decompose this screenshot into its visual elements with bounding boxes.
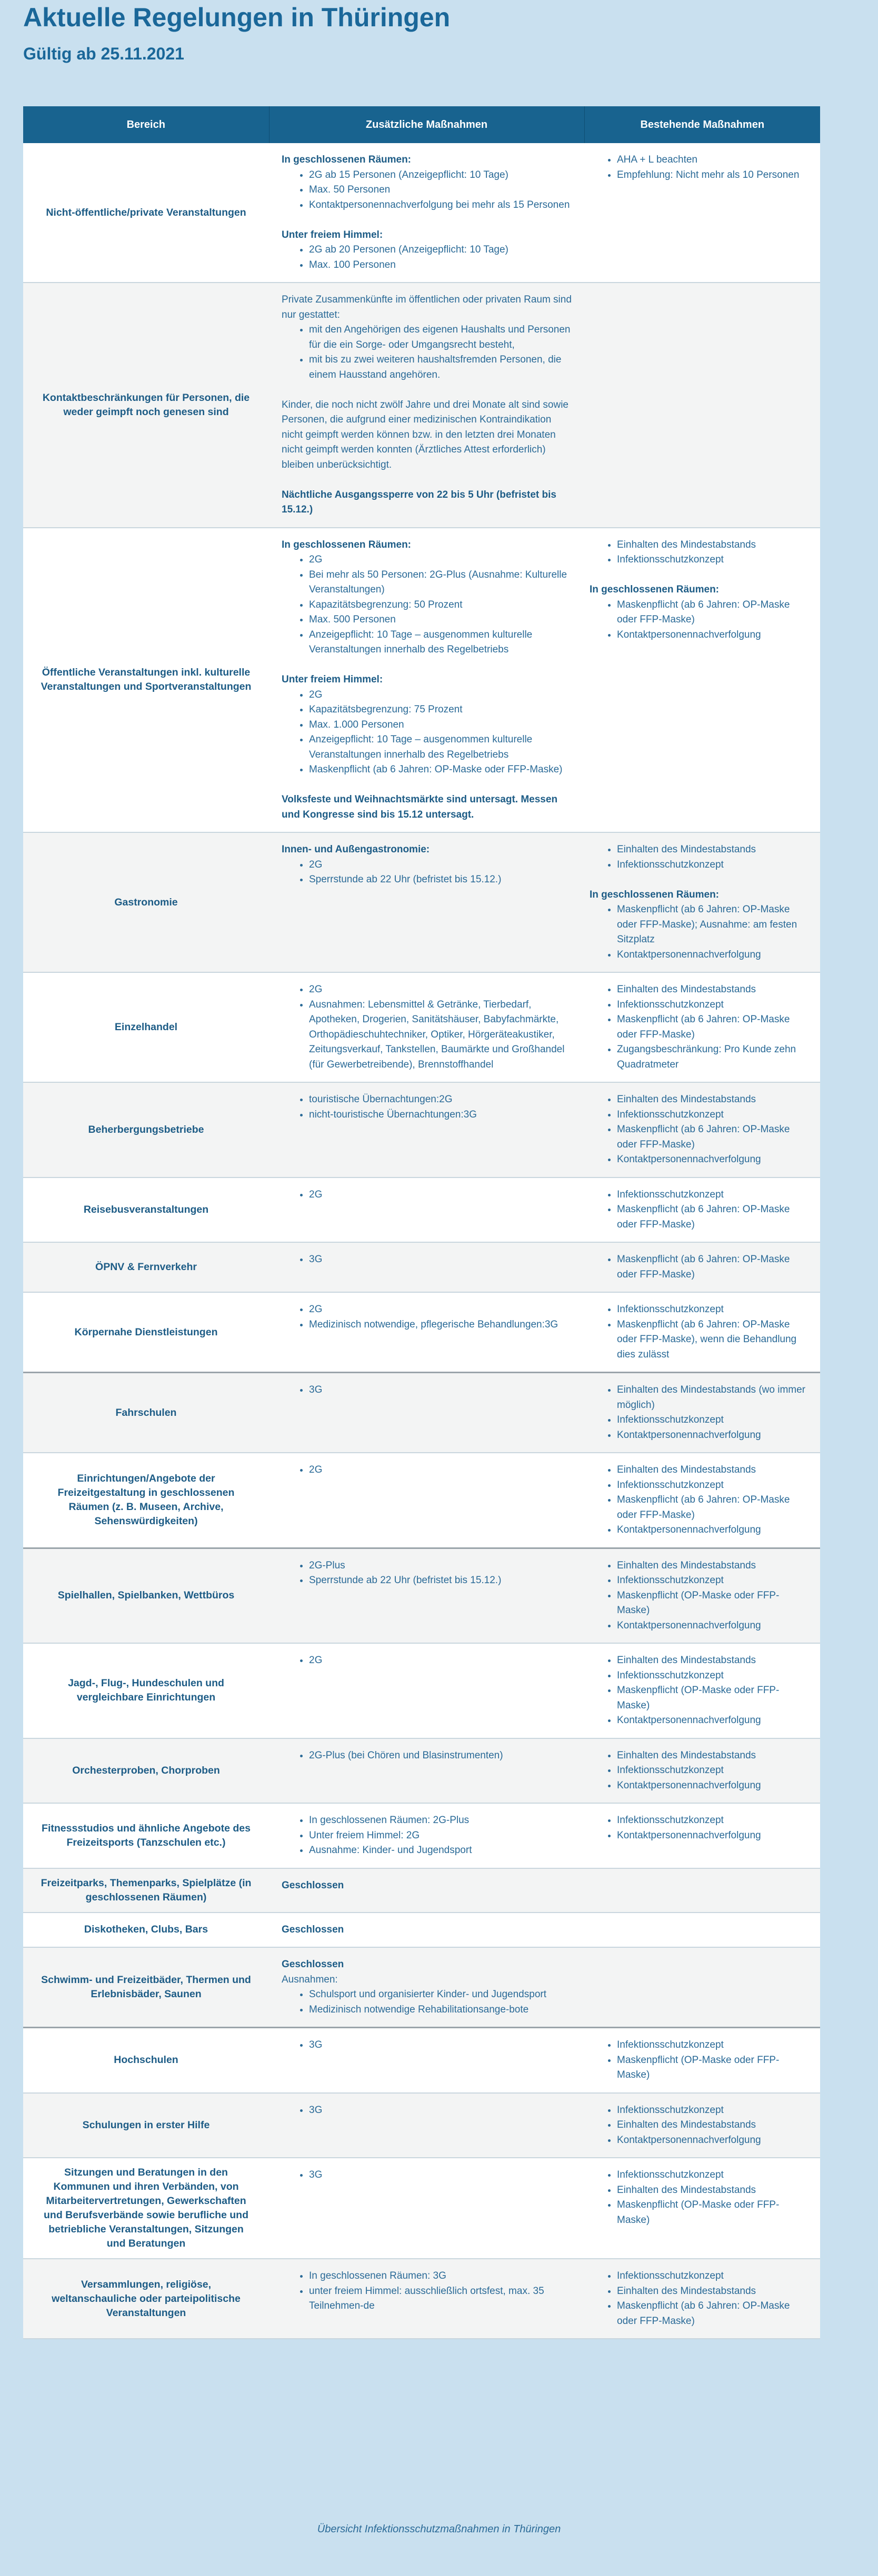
measure-list (282, 2269, 574, 2314)
measure-block (590, 153, 809, 183)
measure-item: • Sperrstunde ab 22 Uhr (befristet bis 15.12.) (309, 872, 574, 888)
measure-item: • Infektionsschutzkonzept (617, 2038, 809, 2053)
measure-item: • 2G (309, 1653, 574, 1668)
measure-item: • 2G (309, 688, 574, 703)
measure-list (590, 1092, 809, 1168)
measure-block (282, 1878, 574, 1894)
measure-block (282, 398, 574, 473)
measure-item: • 2G (309, 1463, 574, 1478)
row-area: Schulungen in erster Hilfe (82, 2119, 210, 2131)
row-area: Spielhallen, Spielbanken, Wettbüros (57, 1589, 235, 1602)
row-additional-measures (269, 1643, 584, 1738)
measure-list (590, 1188, 809, 1233)
row-existing-measures (584, 972, 820, 1082)
measure-item: • Kontaktpersonennachverfolgung (617, 1523, 809, 1538)
table-row (23, 1868, 820, 1913)
measure-item: • Infektionsschutzkonzept (617, 552, 809, 568)
measure-block (282, 842, 574, 888)
measure-item: • Maskenpflicht (ab 6 Jahren: OP-Maske oder FFP-Maske) (617, 598, 809, 628)
measure-highlight: Geschlossen (282, 1879, 344, 1891)
measure-highlight: Geschlossen (282, 1924, 344, 1935)
measure-item: • Einhalten des Mindestabstands (617, 1092, 809, 1108)
measure-item: • 3G (309, 1383, 574, 1398)
measure-item: • Maskenpflicht (OP-Maske oder FFP-Maske) (617, 1588, 809, 1618)
row-area: Freizeitparks, Themenparks, Spielplätze (in geschlossenen Räumen) (41, 1877, 252, 1903)
measure-list (590, 1252, 809, 1282)
measure-item: • Ausnahmen: Lebensmittel & Getränke, Tierbedarf, Apotheken, Drogerien, Sanitätshäuser, Babyfachmärkte, Orthopädieschuhtechniker, Optiker, Hörgeräteakustiker, Zeitungsverkauf, Tankstellen, Baumärkte und Großhandel (für Gewerbetreibende), Brennstoffhandel (309, 998, 574, 1073)
measure-item: • Einhalten des Mindestabstands (wo immer möglich) (617, 1383, 809, 1413)
table-row (23, 972, 820, 1082)
row-additional-measures (269, 1548, 584, 1643)
measure-item: • Infektionsschutzkonzept (617, 1668, 809, 1684)
row-additional-measures (269, 2158, 584, 2259)
measure-item: • Bei mehr als 50 Personen: 2G-Plus (Ausnahme: Kulturelle Veranstaltungen) (309, 568, 574, 598)
row-additional-measures (269, 1453, 584, 1548)
row-area: Sitzungen und Beratungen in den Kommunen und ihren Verbänden, von Mitarbeitervertretungen, Gewerkschaften und Berufsverbände sowie berufliche und betriebliche Veranstaltungen, Sitzungen und Beratungen (44, 2167, 248, 2249)
row-existing-measures (584, 1803, 820, 1868)
measure-block (282, 153, 574, 213)
measure-item: • Kontaktpersonennachverfolgung (617, 1618, 809, 1634)
measure-block (590, 1748, 809, 1794)
row-existing-measures (584, 283, 820, 528)
row-existing-measures (584, 1373, 820, 1453)
row-existing-measures (584, 1292, 820, 1373)
measure-list (282, 1813, 574, 1858)
measure-block (282, 293, 574, 383)
row-area: ÖPNV & Fernverkehr (95, 1261, 197, 1273)
measure-block (282, 982, 574, 1072)
measure-list (590, 902, 809, 962)
header-bestehende-massnahmen: Bestehende Maßnahmen (584, 106, 820, 143)
row-area: Schwimm- und Freizeitbäder, Thermen und Erlebnisbäder, Saunen (41, 1974, 251, 2000)
measure-block (590, 842, 809, 872)
table-row (23, 143, 820, 283)
measure-text: Ausnahmen: (282, 1974, 338, 1985)
measure-list (282, 1092, 574, 1122)
table-row (23, 1178, 820, 1243)
row-additional-measures (269, 1082, 584, 1178)
measure-block (590, 1252, 809, 1282)
measure-list (590, 1383, 809, 1443)
measure-item: • touristische Übernachtungen:2G (309, 1092, 574, 1108)
measure-list (282, 2168, 574, 2183)
measure-item: • 3G (309, 2168, 574, 2183)
measure-heading: In geschlossenen Räumen: (590, 889, 720, 900)
row-existing-measures (584, 2093, 820, 2158)
measure-item: • Medizinisch notwendige Rehabilitationsange-bote (309, 2003, 574, 2018)
measure-item: • Kontaktpersonennachverfolgung (617, 948, 809, 963)
measure-item: • 2G (309, 982, 574, 998)
measure-block (590, 1558, 809, 1634)
measure-list (282, 1302, 574, 1332)
measure-heading: Innen- und Außengastronomie: (282, 844, 430, 855)
measure-item: • Maskenpflicht (ab 6 Jahren: OP-Maske oder FFP-Maske) (617, 1493, 809, 1523)
measure-item: • Unter freiem Himmel: 2G (309, 1828, 574, 1844)
measure-item: • Einhalten des Mindestabstands (617, 1748, 809, 1764)
measure-list (590, 1463, 809, 1538)
measure-block (282, 1188, 574, 1203)
table-row (23, 1913, 820, 1948)
measure-block (282, 792, 574, 822)
measure-item: • Ausnahme: Kinder- und Jugendsport (309, 1843, 574, 1858)
measure-item: • 2G ab 20 Personen (Anzeigepflicht: 10 Tage) (309, 243, 574, 258)
measure-list (282, 1252, 574, 1267)
measure-block (282, 1463, 574, 1478)
row-area: Beherbergungsbetriebe (88, 1123, 204, 1135)
table-row (23, 2259, 820, 2339)
measure-item: • Einhalten des Mindestabstands (617, 982, 809, 998)
measure-list (282, 1748, 574, 1764)
row-additional-measures (269, 1947, 584, 2028)
measure-block (590, 1383, 809, 1443)
row-area: Öffentliche Veranstaltungen inkl. kulturelle Veranstaltungen und Sportveranstaltungen (41, 667, 252, 693)
measure-item: • Infektionsschutzkonzept (617, 1413, 809, 1428)
row-area: Körpernahe Dienstleistungen (74, 1326, 218, 1338)
measure-block (282, 1558, 574, 1588)
measure-list (282, 1383, 574, 1398)
measure-list (282, 168, 574, 213)
measure-block (282, 2269, 574, 2314)
header-bereich: Bereich (23, 106, 269, 143)
measure-item: • 2G-Plus (309, 1558, 574, 1574)
measure-item: • Maskenpflicht (ab 6 Jahren: OP-Maske oder FFP-Maske) (617, 1202, 809, 1232)
row-additional-measures (269, 1242, 584, 1292)
measure-block (282, 1653, 574, 1668)
measure-block (282, 1957, 574, 2017)
row-existing-measures (584, 2028, 820, 2093)
measure-list (590, 2038, 809, 2083)
row-existing-measures (584, 528, 820, 833)
measure-item: • 3G (309, 2103, 574, 2118)
table-row (23, 1082, 820, 1178)
measure-item: • Einhalten des Mindestabstands (617, 2118, 809, 2133)
measure-block (282, 2168, 574, 2183)
measure-list (590, 538, 809, 568)
table-caption: Übersicht Infektionsschutzmaßnahmen in Thüringen (317, 2523, 561, 2535)
measure-block (590, 888, 809, 963)
row-additional-measures (269, 2259, 584, 2339)
measure-item: • Infektionsschutzkonzept (617, 2103, 809, 2118)
measure-item: • Maskenpflicht (ab 6 Jahren: OP-Maske oder FFP-Maske) (309, 762, 574, 778)
row-area: Nicht-öffentliche/private Veranstaltungen (46, 206, 246, 218)
row-existing-measures (584, 1548, 820, 1643)
row-additional-measures (269, 1803, 584, 1868)
row-additional-measures (269, 143, 584, 283)
table-row (23, 832, 820, 972)
measure-list (590, 1558, 809, 1634)
row-existing-measures (584, 1868, 820, 1913)
measure-item: • Maskenpflicht (OP-Maske oder FFP-Maske) (617, 2198, 809, 2228)
table-row (23, 1738, 820, 1804)
measure-list (282, 688, 574, 778)
measure-item: • Maskenpflicht (OP-Maske oder FFP-Maske) (617, 1683, 809, 1713)
table-row (23, 528, 820, 833)
row-area: Jagd-, Flug-, Hundeschulen und vergleichbare Einrichtungen (68, 1677, 224, 1704)
measure-block (590, 1463, 809, 1538)
measure-block (282, 228, 574, 273)
measure-item: • Max. 100 Personen (309, 258, 574, 273)
measure-item: • Kontaktpersonennachverfolgung bei mehr als 15 Personen (309, 198, 574, 213)
measure-list (590, 2103, 809, 2148)
row-existing-measures (584, 1453, 820, 1548)
row-existing-measures (584, 1947, 820, 2028)
row-additional-measures (269, 2093, 584, 2158)
table-row (23, 2158, 820, 2259)
measure-item: • Einhalten des Mindestabstands (617, 842, 809, 858)
measure-list (590, 1302, 809, 1362)
measure-list (590, 598, 809, 643)
measure-item: • Maskenpflicht (ab 6 Jahren: OP-Maske oder FFP-Maske), wenn die Behandlung dies zulässt (617, 1317, 809, 1363)
row-existing-measures (584, 2259, 820, 2339)
measure-block (590, 538, 809, 568)
measure-item: • Einhalten des Mindestabstands (617, 1558, 809, 1574)
measure-block (282, 672, 574, 778)
row-existing-measures (584, 1913, 820, 1948)
measure-item: • 2G-Plus (bei Chören und Blasinstrumenten) (309, 1748, 574, 1764)
measure-block (590, 2168, 809, 2228)
measure-item: • Max. 50 Personen (309, 183, 574, 198)
measure-list (282, 552, 574, 658)
measure-item: • Zugangsbeschränkung: Pro Kunde zehn Quadratmeter (617, 1042, 809, 1072)
measure-list (282, 1463, 574, 1478)
table-row (23, 1373, 820, 1453)
row-additional-measures (269, 1738, 584, 1804)
row-additional-measures (269, 1373, 584, 1453)
measure-item: • Infektionsschutzkonzept (617, 858, 809, 873)
measure-highlight: Geschlossen (282, 1959, 344, 1970)
row-existing-measures (584, 1242, 820, 1292)
measure-item: • Maskenpflicht (ab 6 Jahren: OP-Maske oder FFP-Maske) (617, 1252, 809, 1282)
measure-item: • Anzeigepflicht: 10 Tage – ausgenommen kulturelle Veranstaltungen innerhalb des Regelbetriebs (309, 732, 574, 762)
measure-item: • Kontaktpersonennachverfolgung (617, 2133, 809, 2148)
measure-item: • Einhalten des Mindestabstands (617, 1463, 809, 1478)
row-area: Kontaktbeschränkungen für Personen, die weder geimpft noch genesen sind (42, 391, 250, 418)
measure-list (590, 1653, 809, 1728)
row-existing-measures (584, 143, 820, 283)
measure-text: Kinder, die noch nicht zwölf Jahre und drei Monate alt sind sowie Personen, die aufgrund einer medizinischen Kontraindikation nicht geimpft werden können bzw. in den letzten drei Monaten nicht geimpft werden konnten (Ärztliches Attest erforderlich) bleiben unberücksichtigt. (282, 399, 568, 470)
table-body (23, 143, 820, 2339)
row-additional-measures (269, 832, 584, 972)
measure-block (282, 1813, 574, 1858)
measure-item: • 3G (309, 2038, 574, 2053)
measure-item: • Einhalten des Mindestabstands (617, 2284, 809, 2299)
row-existing-measures (584, 832, 820, 972)
measure-item: • Infektionsschutzkonzept (617, 2168, 809, 2183)
measure-item: • In geschlossenen Räumen: 3G (309, 2269, 574, 2284)
table-row (23, 283, 820, 528)
row-existing-measures (584, 1178, 820, 1243)
row-area: Einzelhandel (114, 1021, 178, 1033)
measure-item: • 2G (309, 1302, 574, 1317)
measure-item: • Einhalten des Mindestabstands (617, 538, 809, 553)
measure-item: • Infektionsschutzkonzept (617, 1478, 809, 1493)
measure-item: • 2G (309, 552, 574, 568)
measure-block (282, 2038, 574, 2053)
measure-block (590, 1092, 809, 1168)
table-row (23, 1242, 820, 1292)
measure-block (282, 1302, 574, 1332)
row-additional-measures (269, 972, 584, 1082)
row-additional-measures (269, 1868, 584, 1913)
measure-heading: Unter freiem Himmel: (282, 229, 383, 240)
row-area: Reisebusveranstaltungen (83, 1203, 209, 1215)
measure-item: • mit den Angehörigen des eigenen Haushalts und Personen für die ein Sorge- oder Umgangsrecht besteht, (309, 323, 574, 353)
measure-item: • Maskenpflicht (OP-Maske oder FFP-Maske) (617, 2053, 809, 2083)
measure-item: • Infektionsschutzkonzept (617, 1302, 809, 1317)
measure-list (590, 153, 809, 183)
measure-list (282, 982, 574, 1072)
measure-item: • Maskenpflicht (ab 6 Jahren: OP-Maske oder FFP-Maske) (617, 2299, 809, 2329)
table-row (23, 1292, 820, 1373)
measure-block (282, 1252, 574, 1267)
measure-block (282, 1092, 574, 1122)
row-additional-measures (269, 2028, 584, 2093)
measure-list (590, 2269, 809, 2329)
measure-block (590, 582, 809, 642)
measure-item: • Kapazitätsbegrenzung: 75 Prozent (309, 702, 574, 718)
measure-item: • Sperrstunde ab 22 Uhr (befristet bis 15.12.) (309, 1573, 574, 1588)
measure-list (590, 982, 809, 1072)
table-row (23, 1947, 820, 2028)
measure-item: • 2G (309, 858, 574, 873)
measure-block (282, 488, 574, 518)
measure-item: • Einhalten des Mindestabstands (617, 2183, 809, 2198)
row-additional-measures (269, 283, 584, 528)
measure-item: • Anzeigepflicht: 10 Tage – ausgenommen kulturelle Veranstaltungen innerhalb des Regelbetriebs (309, 628, 574, 658)
row-area: Hochschulen (114, 2054, 178, 2066)
table-header (23, 106, 820, 143)
measure-item: • Einhalten des Mindestabstands (617, 1653, 809, 1668)
measure-list (590, 1813, 809, 1843)
page-title: Aktuelle Regelungen in Thüringen (23, 3, 451, 32)
measure-list (282, 323, 574, 383)
measure-list (282, 1188, 574, 1203)
measure-item: • Infektionsschutzkonzept (617, 1763, 809, 1778)
measure-block (282, 1748, 574, 1764)
page-subtitle: Gültig ab 25.11.2021 (23, 44, 184, 63)
row-additional-measures (269, 1178, 584, 1243)
measure-item: • Infektionsschutzkonzept (617, 2269, 809, 2284)
row-existing-measures (584, 1738, 820, 1804)
measure-heading: Unter freiem Himmel: (282, 674, 383, 685)
measure-item: • nicht-touristische Übernachtungen:3G (309, 1108, 574, 1123)
row-area: Versammlungen, religiöse, weltanschauliche oder parteipolitische Veranstaltungen (52, 2278, 241, 2319)
row-area: Orchesterproben, Chorproben (72, 1764, 220, 1776)
measure-item: • Kontaktpersonennachverfolgung (617, 628, 809, 643)
measure-item: • Schulsport und organisierter Kinder- und Jugendsport (309, 1987, 574, 2003)
measure-block (282, 1383, 574, 1398)
measure-block (590, 1302, 809, 1362)
measure-heading: In geschlossenen Räumen: (282, 539, 412, 550)
measure-item: • Infektionsschutzkonzept (617, 1573, 809, 1588)
measure-item: • Max. 500 Personen (309, 612, 574, 628)
measure-block (590, 2038, 809, 2083)
measure-list (282, 1558, 574, 1588)
measure-item: • AHA + L beachten (617, 153, 809, 168)
measure-item: • Kontaktpersonennachverfolgung (617, 1152, 809, 1168)
measure-block (590, 2103, 809, 2148)
measure-item: • Kontaktpersonennachverfolgung (617, 1713, 809, 1728)
measure-item: • Kontaktpersonennachverfolgung (617, 1778, 809, 1794)
measure-block (590, 2269, 809, 2329)
row-additional-measures (269, 528, 584, 833)
measure-list (282, 243, 574, 273)
measure-highlight: Nächtliche Ausgangssperre von 22 bis 5 Uhr (befristet bis 15.12.) (282, 489, 556, 515)
table-row (23, 1548, 820, 1643)
measure-item: • Infektionsschutzkonzept (617, 1108, 809, 1123)
measure-item: • Max. 1.000 Personen (309, 718, 574, 733)
table-row (23, 2028, 820, 2093)
row-existing-measures (584, 2158, 820, 2259)
measures-table (23, 106, 820, 2339)
row-area: Gastronomie (114, 896, 178, 908)
measure-item: • 3G (309, 1252, 574, 1267)
measure-block (282, 1923, 574, 1938)
measure-item: • Maskenpflicht (ab 6 Jahren: OP-Maske oder FFP-Maske) (617, 1012, 809, 1042)
measure-item: • Infektionsschutzkonzept (617, 998, 809, 1013)
measure-item: • Maskenpflicht (ab 6 Jahren: OP-Maske oder FFP-Maske) (617, 1122, 809, 1152)
row-existing-measures (584, 1643, 820, 1738)
measure-item: • Kontaktpersonennachverfolgung (617, 1428, 809, 1443)
measure-item: • In geschlossenen Räumen: 2G-Plus (309, 1813, 574, 1828)
measure-block (282, 538, 574, 658)
measure-list (282, 858, 574, 888)
measure-item: • 2G ab 15 Personen (Anzeigepflicht: 10 Tage) (309, 168, 574, 183)
row-area: Einrichtungen/Angebote der Freizeitgestaltung in geschlossenen Räumen (z. B. Museen, Archive, Sehenswürdigkeiten) (57, 1473, 235, 1527)
header-zusaetzliche-massnahmen: Zusätzliche Maßnahmen (269, 106, 584, 143)
measure-heading: In geschlossenen Räumen: (282, 154, 412, 165)
table-row (23, 1453, 820, 1548)
measure-item: • mit bis zu zwei weiteren haushaltsfremden Personen, die einem Hausstand angehören. (309, 353, 574, 383)
measure-item: • Infektionsschutzkonzept (617, 1188, 809, 1203)
measure-item: • 2G (309, 1188, 574, 1203)
measure-item: • Infektionsschutzkonzept (617, 1813, 809, 1828)
table-row (23, 1643, 820, 1738)
measure-block (590, 1653, 809, 1728)
row-area: Fitnessstudios und ähnliche Angebote des Freizeitsports (Tanzschulen etc.) (42, 1822, 251, 1848)
table-row (23, 2093, 820, 2158)
measure-list (282, 1987, 574, 2017)
row-area: Diskotheken, Clubs, Bars (84, 1924, 208, 1936)
measure-list (282, 1653, 574, 1668)
measure-item: • Medizinisch notwendige, pflegerische Behandlungen:3G (309, 1317, 574, 1333)
measure-list (590, 2168, 809, 2228)
measure-list (282, 2103, 574, 2118)
measure-list (282, 2038, 574, 2053)
measure-item: • Maskenpflicht (ab 6 Jahren: OP-Maske oder FFP-Maske); Ausnahme: am festen Sitzplatz (617, 902, 809, 948)
measure-heading: In geschlossenen Räumen: (590, 584, 720, 595)
measure-list (590, 842, 809, 872)
row-existing-measures (584, 1082, 820, 1178)
measure-item: • Empfehlung: Nicht mehr als 10 Personen (617, 168, 809, 183)
measure-block (282, 2103, 574, 2118)
measure-item: • unter freiem Himmel: ausschließlich ortsfest, max. 35 Teilnehmen-de (309, 2284, 574, 2314)
measure-block (590, 982, 809, 1072)
measure-list (590, 1748, 809, 1794)
table-row (23, 1803, 820, 1868)
measure-block (590, 1813, 809, 1843)
measure-item: • Kapazitätsbegrenzung: 50 Prozent (309, 598, 574, 613)
row-area: Fahrschulen (115, 1406, 177, 1418)
measure-item: • Kontaktpersonennachverfolgung (617, 1828, 809, 1844)
measure-text: Private Zusammenkünfte im öffentlichen oder privaten Raum sind nur gestattet: (282, 294, 572, 320)
measure-block (590, 1188, 809, 1233)
measure-highlight: Volksfeste und Weihnachtsmärkte sind untersagt. Messen und Kongresse sind bis 15.12 untersagt. (282, 794, 558, 820)
row-additional-measures (269, 1913, 584, 1948)
row-additional-measures (269, 1292, 584, 1373)
